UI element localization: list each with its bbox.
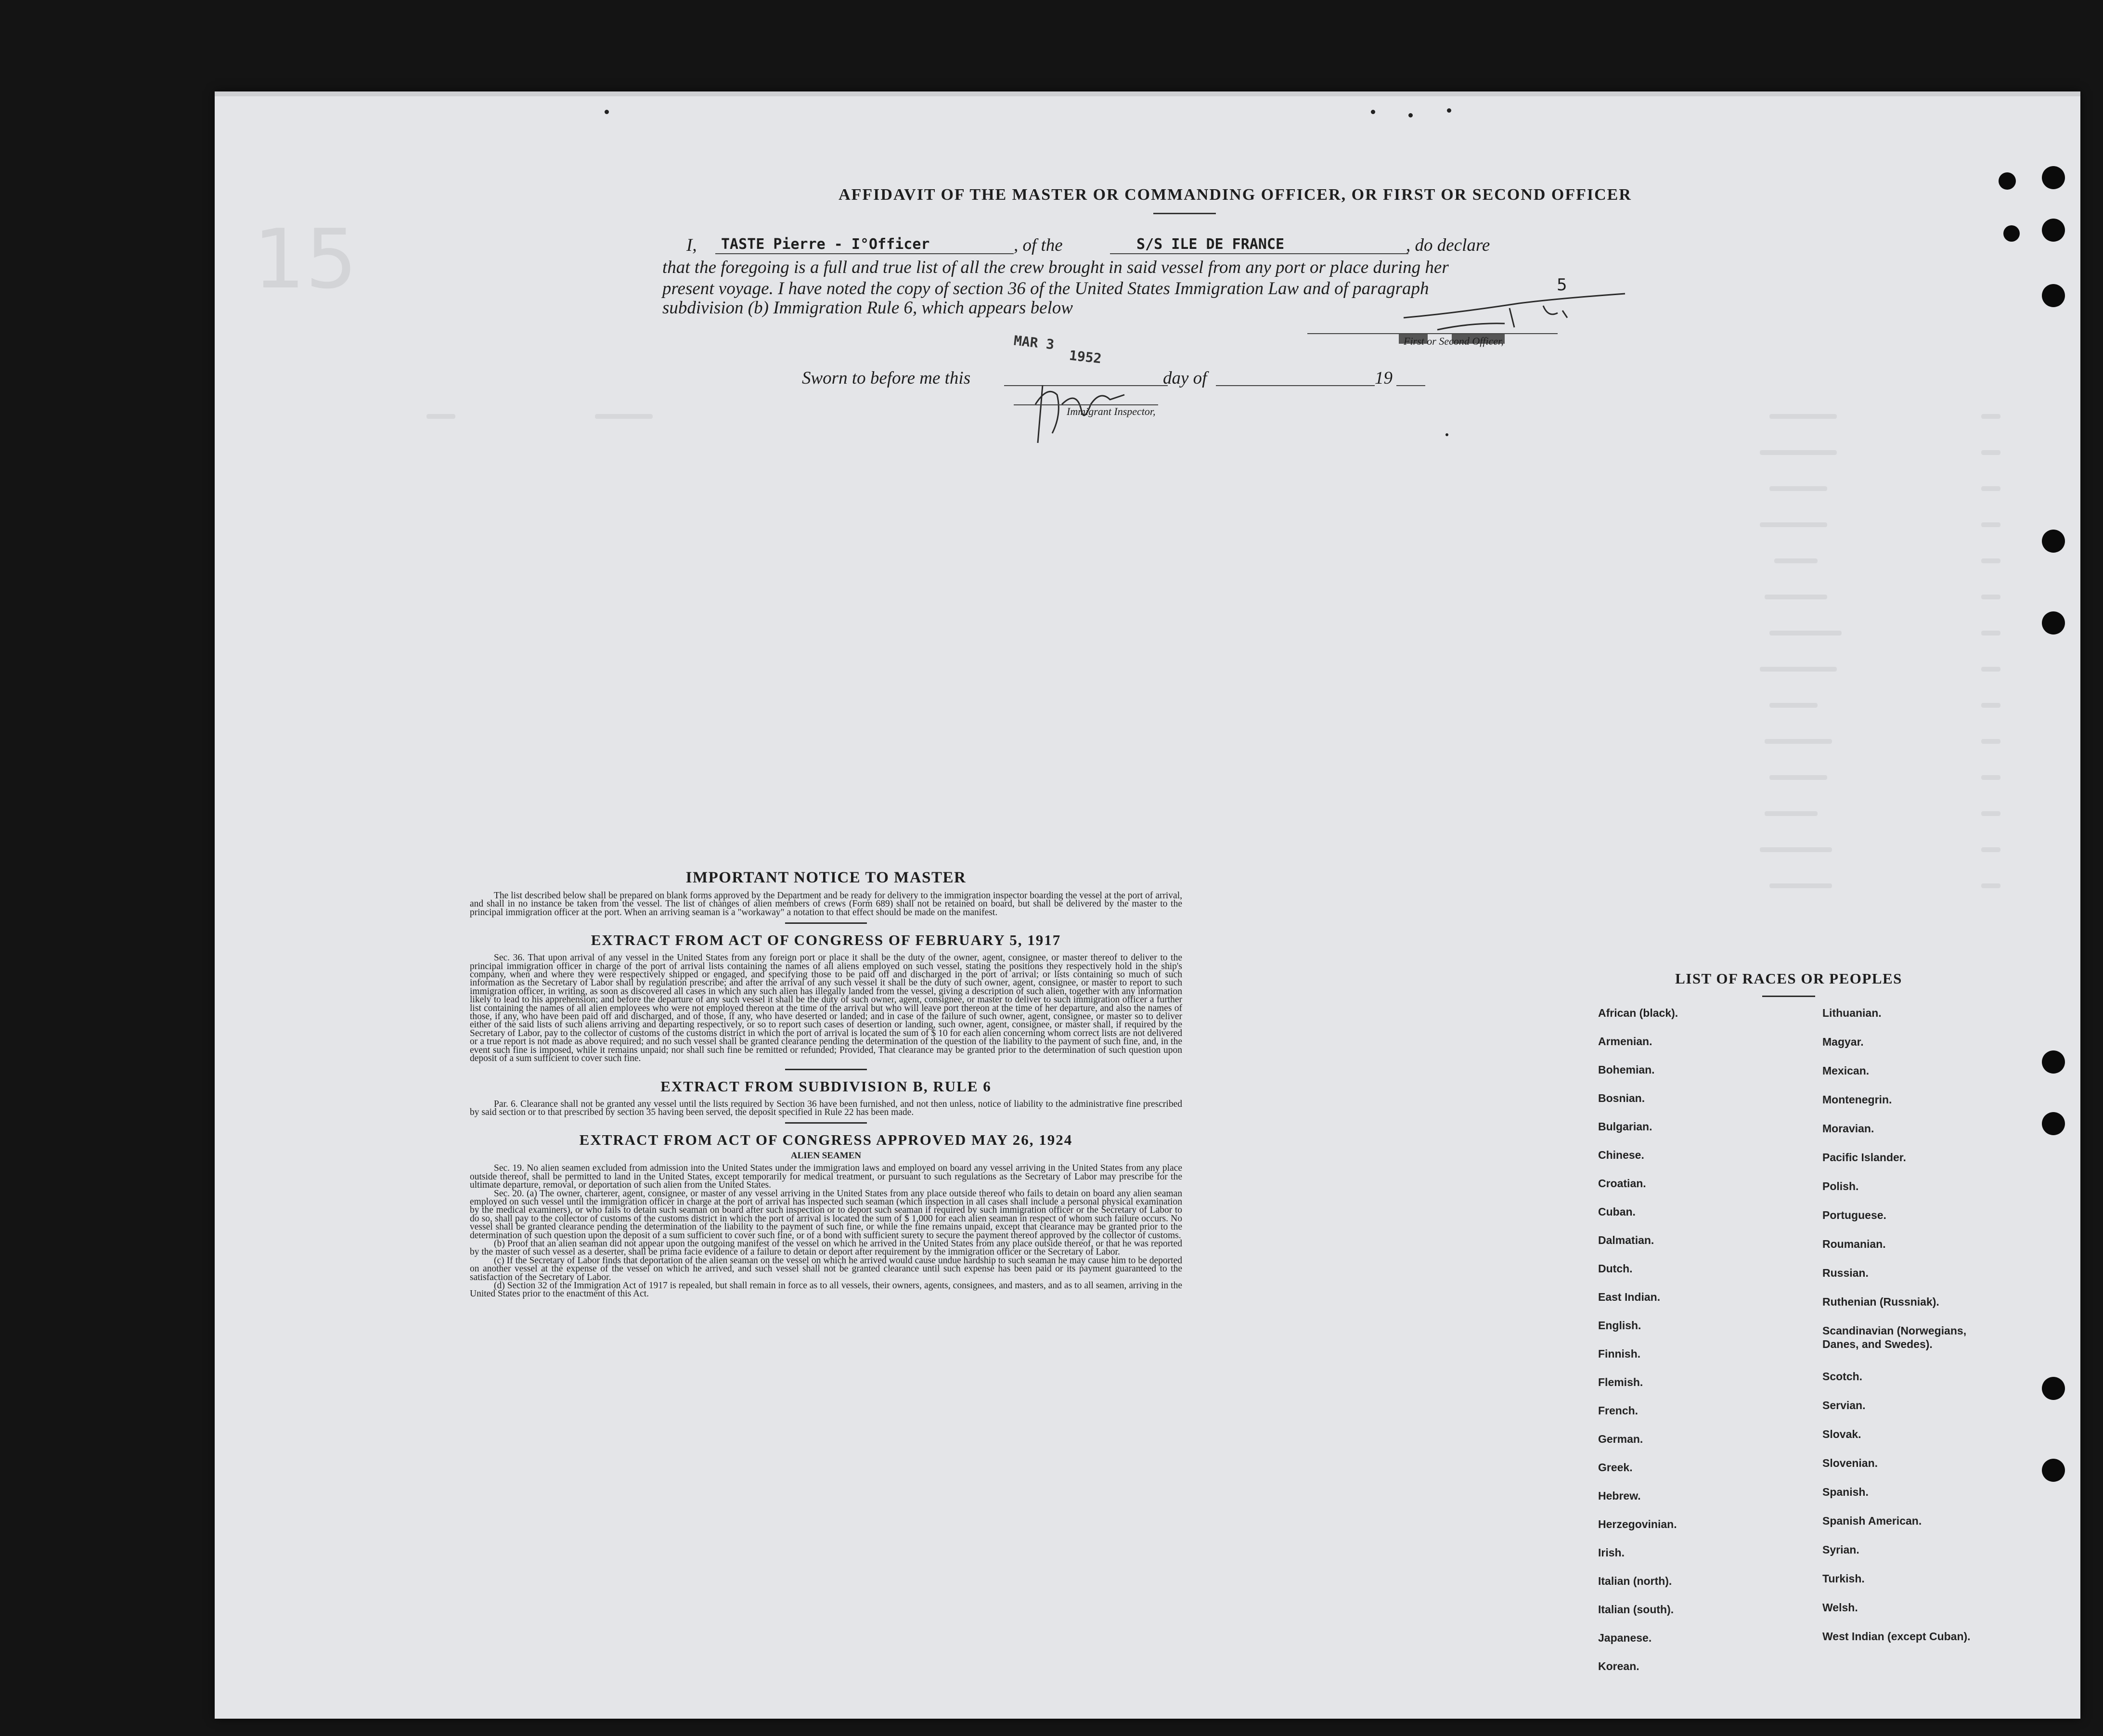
speck [605, 110, 609, 114]
race-item: Hebrew. [1598, 1490, 1641, 1502]
declaration-line-3: present voyage. I have noted the copy of section 36 of the United States Immigration Law and of paragraph [662, 279, 1429, 298]
section-20d-text: (d) Section 32 of the Immigration Act of 1917 is repealed, but shall remain in force as to all vessels, their owners, agents, consignees, and masters, and as to all seamen, arriving in the United States prior to the enactment of this Act. [470, 1281, 1182, 1299]
race-item: German. [1598, 1433, 1643, 1445]
declaration-of-the: , of the [1014, 235, 1063, 255]
notice-title: IMPORTANT NOTICE TO MASTER [685, 869, 967, 886]
separator-rule [785, 1069, 867, 1070]
vessel-underline [1110, 253, 1408, 254]
officer-name-typed: TASTE Pierre - I°Officer [721, 236, 930, 253]
notice-column [470, 869, 1182, 1298]
punch-hole [2042, 1459, 2065, 1482]
declaration-i: I, [686, 235, 697, 255]
sworn-text: Sworn to before me this [802, 368, 971, 388]
races-title: LIST OF RACES OR PEOPLES [1675, 970, 1902, 987]
race-item: Croatian. [1598, 1177, 1646, 1190]
race-item: Roumanian. [1822, 1238, 1886, 1250]
race-item: Bohemian. [1598, 1063, 1655, 1076]
name-underline [715, 253, 1014, 254]
race-item: Irish. [1598, 1546, 1625, 1559]
race-item: African (black). [1598, 1007, 1678, 1019]
vessel-name-typed: S/S ILE DE FRANCE [1136, 236, 1285, 253]
punch-hole [2042, 284, 2065, 307]
races-title-rule [1762, 996, 1815, 997]
race-item: Lithuanian. [1822, 1007, 1882, 1019]
year-prefix: 19 [1375, 368, 1393, 388]
date-stamp-year: 1952 [1068, 347, 1102, 367]
bleed-through-table [422, 414, 2058, 920]
race-item: Cuban. [1598, 1205, 1636, 1218]
race-item: Italian (south). [1598, 1603, 1674, 1616]
race-item: Japanese. [1598, 1632, 1652, 1644]
race-item: Finnish. [1598, 1347, 1641, 1360]
race-item: Polish. [1822, 1180, 1859, 1192]
race-item: French. [1598, 1404, 1639, 1417]
alien-seamen-subtitle: ALIEN SEAMEN [790, 1151, 862, 1161]
race-item: Korean. [1598, 1660, 1639, 1672]
officer-caption: First or Second Officer, [1404, 335, 1504, 347]
race-item: Greek. [1598, 1461, 1633, 1474]
punch-hole [2042, 1050, 2065, 1074]
race-item: Portuguese. [1822, 1209, 1886, 1221]
section-20c-text: (c) If the Secretary of Labor finds that deportation of the alien seaman on the vessel on which he arrived would cause undue hardship to such seaman he may cause him to be deported on another vessel at the expense of the vessel on which he arrived, and such vessel shall not be granted clearance until such expense has been paid or its payment guaranteed to the satisfaction of the Secretary of Labor. [470, 1255, 1182, 1283]
title-rule [1153, 213, 1216, 214]
race-item: Italian (north). [1598, 1575, 1672, 1587]
document-page [215, 91, 2080, 1719]
speck [1447, 108, 1451, 113]
affidavit-title: AFFIDAVIT OF THE MASTER OR COMMANDING OFFICER, OR FIRST OR SECOND OFFICER [839, 186, 1632, 204]
year-line [1396, 385, 1425, 386]
punch-hole [2042, 219, 2065, 242]
speck [1408, 113, 1413, 117]
notice-body: The list described below shall be prepared on blank forms approved by the Department and be ready for delivery to the immigration inspector boarding the vessel at the port of arrival, and shall in no instance be taken from the vessel. The list of changes of alien members of crews (Form 689) shall not be retained on board, but shall be delivered by the master to the principal immigration officer at the port. When an arriving seaman is a "workaway" a notation to that effect should be made on the manifest. [470, 891, 1182, 918]
page-top-edge [215, 91, 2080, 96]
month-line [1216, 385, 1375, 386]
race-item: Servian. [1822, 1399, 1866, 1412]
declaration-do-declare: , do declare [1406, 235, 1490, 255]
date-stamp: MAR 3 [1013, 332, 1055, 353]
officer-signature-line [1307, 333, 1558, 334]
separator-rule [785, 1122, 867, 1124]
punch-hole [2042, 1112, 2065, 1135]
race-item: Slovenian. [1822, 1457, 1878, 1469]
bleed-through-mark: 15 [253, 212, 358, 307]
race-item: Welsh. [1822, 1601, 1858, 1614]
race-item: Armenian. [1598, 1035, 1652, 1048]
punch-hole [2042, 1377, 2065, 1400]
punch-hole [2042, 166, 2065, 189]
race-item: Flemish. [1598, 1376, 1643, 1388]
separator-rule [785, 922, 867, 924]
section-20b-text: (b) Proof that an alien seaman did not appear upon the outgoing manifest of the vessel on which he arrived in the United States from any place outside thereof, or that he was reported by the master of such vessel as a deserter, shall be prima facie evidence of a failure to detain or deport after requirement by the immigration officer or the Secretary of Labor. [470, 1238, 1182, 1257]
race-item: Moravian. [1822, 1122, 1874, 1135]
speck [1371, 110, 1375, 114]
extract-1924-title: EXTRACT FROM ACT OF CONGRESS APPROVED MAY 26, 1924 [579, 1131, 1073, 1149]
race-item: Bosnian. [1598, 1092, 1645, 1104]
extract-rule6-title: EXTRACT FROM SUBDIVISION B, RULE 6 [660, 1077, 992, 1095]
race-item: East Indian. [1598, 1291, 1661, 1303]
race-item: Spanish. [1822, 1486, 1869, 1498]
race-item: Montenegrin. [1822, 1093, 1892, 1106]
race-item: Scandinavian (Norwegians, Danes, and Swedes). [1822, 1324, 1967, 1350]
race-item: Slovak. [1822, 1428, 1861, 1440]
race-item: Bulgarian. [1598, 1120, 1652, 1133]
race-item: Herzegovinian. [1598, 1518, 1677, 1530]
extract-1917-title: EXTRACT FROM ACT OF CONGRESS OF FEBRUARY 5, 1917 [591, 932, 1061, 949]
day-of-text: day of [1163, 368, 1207, 388]
race-item: Dutch. [1598, 1262, 1633, 1275]
race-item: Pacific Islander. [1822, 1151, 1906, 1164]
handwritten-paragraph-number: 5 [1557, 275, 1567, 295]
race-item: Russian. [1822, 1267, 1869, 1279]
race-item: Syrian. [1822, 1543, 1859, 1556]
race-item: Chinese. [1598, 1149, 1644, 1161]
section-20a-text: Sec. 20. (a) The owner, charterer, agent, consignee, or master of any vessel arriving in the United States from any place outside thereof who fails to detain on board any alien seaman employed on such vessel until the immigration officer in charge at the port of arrival has inspected such seaman (which inspection in all cases shall include a personal physical examination by the medical examiners), or who fails to detain such seaman on board after such inspection or to deport such seaman if required by such immigration officer or the Secretary of Labor to do so, shall pay to the collector of customs of the customs district in which the port of arrival is located the sum of $ 1,000 for each alien seaman in respect of whom such failure occurs. No vessel shall be granted clearance pending the determination of the liability to the payment of such fine, or while the fine remains unpaid, except that clearance may be granted prior to the determination of such question upon the deposit of a sum sufficient to cover such fine, or of a bond with sufficient surety to secure the payment thereof approved by the collector of customs. [470, 1188, 1182, 1241]
race-item: English. [1598, 1319, 1641, 1332]
race-item: Spanish American. [1822, 1515, 1922, 1527]
section-36-text: Sec. 36. That upon arrival of any vessel in the United States from any foreign port or place it shall be the duty of the owner, agent, consignee, or master thereof to deliver to the principal immigration officer in charge of the port of arrival lists containing the names of all aliens employed on such vessel, stating the positions they respectively hold in the ship's company, when and where they were respectively shipped or engaged, and specifying those to be paid off and discharged in the port of arrival; or lists containing so much of such information as the Secretary of Labor shall by regulation prescribe; and after the arrival of any such vessel it shall be the duty of such owner, agent, consignee, or master to report to such immigration officer, in writing, as soon as discovered all cases in which any such alien has illegally landed from the vessel, giving a description of such alien, together with any information likely to lead to his apprehension; and before the departure of any such vessel it shall be the duty of such owner, agent, consignee, or master to deliver to such immigration officer a further list containing the names of all alien employees who were not employed thereon at the time of the arrival but who will leave port thereon at the time of her departure, and also the names of those, if any, who have been paid off and discharged, and of those, if any, who have deserted or landed; and in case of the failure of such owner, agent, consignee, or master so to deliver either of the said lists of such aliens arriving and departing respectively, or so to report such cases of desertion or landing, such owner, agent, consignee, or master shall, if required by the Secretary of Labor, pay to the collector of customs of the customs district in which the port of arrival is located the sum of $ 10 for each alien concerning whom correct lists are not delivered or a true report is not made as above required; and no such vessel shall be granted clearance pending the determination of the question of the liability to the payment of such fine, and, in the event such fine is imposed, while it remains unpaid; nor shall such fine be remitted or refunded; Provided, That clearance may be granted prior to the determination of such question upon deposit of a sum sufficient to cover such fine. [470, 953, 1182, 1064]
paragraph-6-text: Par. 6. Clearance shall not be granted any vessel until the lists required by Section 36 have been furnished, and not then unless, notice of liability to the administrative fine prescribed by said section or to that prescribed by section 35 having been served, the deposit specified in Rule 22 has been made. [470, 1099, 1182, 1117]
punch-hole [1999, 172, 2016, 190]
race-item: Scotch. [1822, 1370, 1863, 1383]
race-item: Mexican. [1822, 1064, 1870, 1077]
race-item: Magyar. [1822, 1036, 1864, 1048]
declaration-line-2: that the foregoing is a full and true list of all the crew brought in said vessel from any port or place during her [662, 258, 1449, 277]
declaration-line-4: subdivision (b) Immigration Rule 6, which appears below [662, 298, 1073, 318]
race-item: West Indian (except Cuban). [1822, 1630, 1971, 1643]
race-item: Dalmatian. [1598, 1234, 1654, 1246]
race-item: Ruthenian (Russniak). [1822, 1296, 1939, 1308]
punch-hole [2003, 225, 2020, 242]
race-item: Turkish. [1822, 1572, 1865, 1585]
section-19-text: Sec. 19. No alien seamen excluded from admission into the United States under the immigration laws and employed on board any vessel arriving in the United States from any place outside thereof, shall be permitted to land in the United States, except temporarily for medical treatment, or pursuant to such regulations as the Secretary of Labor may prescribe for the ultimate departure, removal, or deportation of such alien from the United States. [470, 1163, 1182, 1191]
inspector-caption: Immigrant Inspector, [1067, 405, 1156, 417]
